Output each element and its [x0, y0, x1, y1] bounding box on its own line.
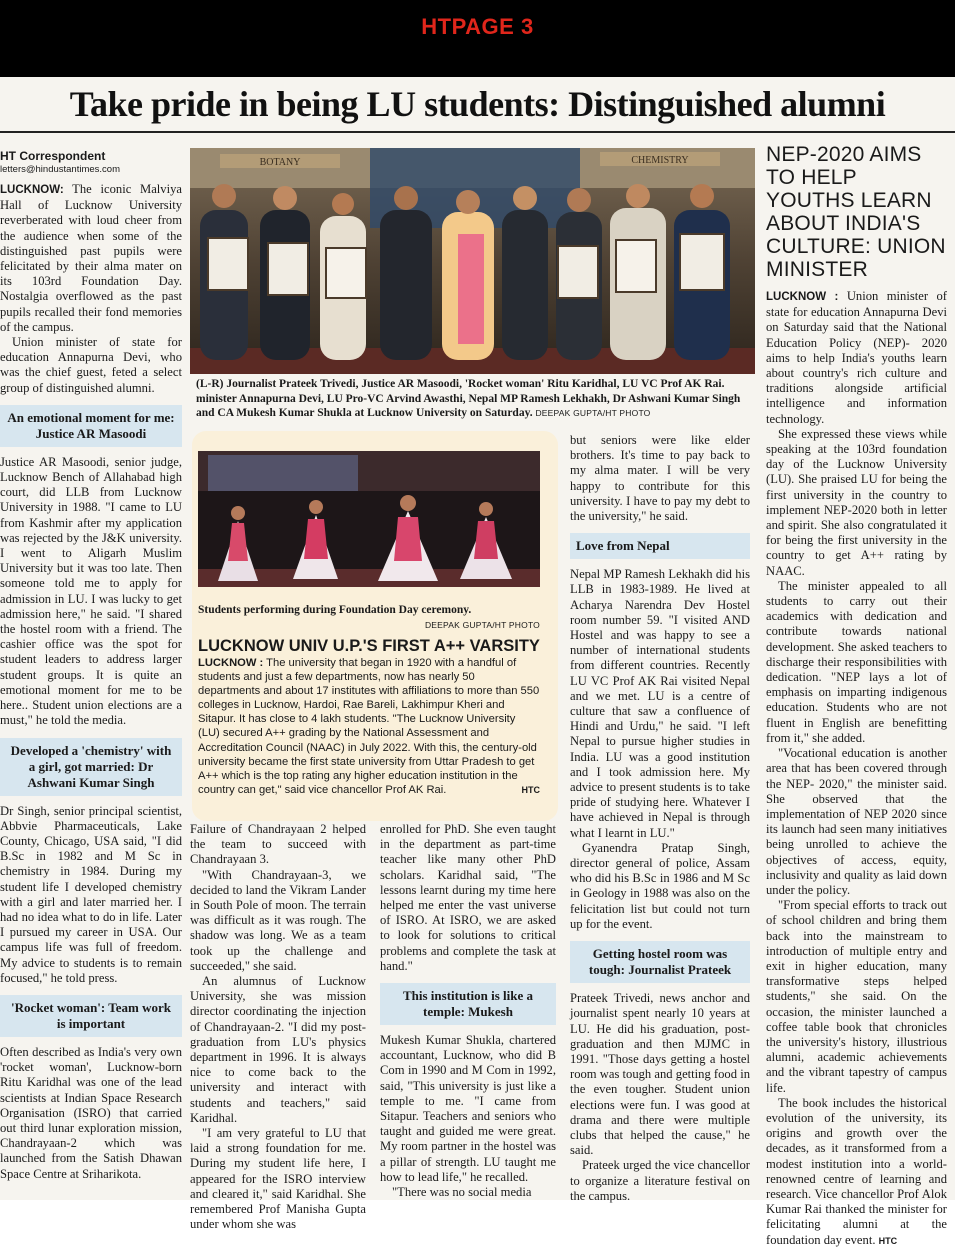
- subhead-mukesh: This institution is like a temple: Mukesh: [380, 983, 556, 1025]
- dance-photo: [198, 451, 540, 587]
- paragraph: She expressed these views while speaking at the 103rd foundation day of the Lucknow University (LU). She praised LU for being the first university in the country to implement NEP-2020 both in letter and spirit. She also congratulated it for being the first university in the country to get A++ rating by NAAC.: [766, 426, 947, 578]
- felicitated-alumni: [200, 184, 730, 360]
- paragraph: "Vocational education is another area that has been covered through the NEP- 2020," the minister said. She observed that the implementation of NEP 2020 since its launch had seen many initiatives being unrolled to achieve the objectives of access, equity, inclusivity and quality as laid down under the policy.: [766, 746, 947, 897]
- paragraph: Failure of Chandrayaan 2 helped the team to succeed with Chandrayaan 3.: [190, 822, 366, 867]
- column-2: [190, 822, 366, 1232]
- paragraph: "From special efforts to track out of school children and bring them back into the mainstream to introduction of multiple entry and exit in higher education, many transformative steps helped students," she said. On the occasion, the minister launched a coffee table book that chronicles the university's history, illustrious alumni, academic achievements and the vibrant tapestry of campus life.: [766, 898, 947, 1095]
- subhead-masoodi: An emotional moment for me: Justice AR Masoodi: [0, 405, 182, 447]
- newspaper-page: [0, 77, 955, 1247]
- subhead-karidhal: 'Rocket woman': Team work is important: [0, 995, 182, 1037]
- paragraph: enrolled for PhD. She even taught in the department as part-time teacher like many other PhD scholars. Karidhal said, "The lessons learnt during my time here helped me enter the vast universe of ISRO. At ISRO, we are asked to look for solutions to critical problems and complete the task at hand.": [380, 822, 556, 973]
- paragraph: Nepal MP Ramesh Lekhakh did his LLB in 1983-1989. He lived at Acharya Narendra Dev Hostel room number 59. "I visited AND Hostel and was happy to see a number of international students from different countries. Recently LU VC Prof AK Rai visited Nepal and we met. LU is a centre of culture that saw a confluence of Hindi and Urdu," he said. "I left Nepal to pursue higher studies in India. LU was a good institution and I took admission here. My advice to present students is to take pride of studying here. Whatever I have achieved in Nepal is through what I learnt in LU.": [570, 567, 750, 840]
- byline: HT Correspondent: [0, 149, 106, 163]
- paragraph: LUCKNOW : Union minister of state for education Annapurna Devi on Saturday said that the National Education Policy (NEP)- 2020 aims to help India's youths learn about country's rich culture and traditions alongside artificial intelligence and information technology.: [766, 289, 947, 426]
- paragraph: Union minister of state for education Annapurna Devi, who was the chief guest, feted a select group of distinguished alumni.: [0, 335, 182, 395]
- headline: Take pride in being LU students: Distinguished alumni: [69, 84, 886, 124]
- column-3: [380, 822, 556, 1200]
- top-photo-caption: (L-R) Journalist Prateek Trivedi, Justice AR Masoodi, 'Rocket woman' Ritu Karidhal, LU VC Prof AK Rai. minister Annapurna Devi, LU Pro-VC Arvind Awasthi, Nepal MP Ramesh Lekhakh, Dr Ashwani Kumar Singh and CA Mukesh Kumar Shukla at Lucknow University on Saturday. DEEPAK GUPTA/HT PHOTO: [196, 378, 741, 419]
- paragraph: The book includes the historical evolution of the university, its origins and growth over the decades, as it transformed from a modest institution into a world-renowned centre of learning and research. Vice chancellor Prof Alok Kumar Rai thanked the minister for felicitating alumni at the foundation day event. HTC: [766, 1095, 947, 1247]
- htc-tag: HTC: [878, 1235, 898, 1246]
- paragraph: Prateek Trivedi, news anchor and journalist spent nearly 10 years at LU. He did his graduation, post-graduation and then MJMC in 1991. "Those days getting a hostel room was tough and getting food in the even tougher. Student union elections were fun. I was good at drama and there were multiple clubs that helped the cause," he said.: [570, 991, 750, 1158]
- side-story-heading: NEP-2020 AIMS TO HELP YOUTHS LEARN ABOUT INDIA'S CULTURE: UNION MINISTER: [766, 143, 946, 281]
- column-4: [570, 433, 750, 1203]
- dateline: LUCKNOW:: [0, 184, 64, 196]
- paragraph: "I am very grateful to LU that laid a strong foundation for me. During my student life here, I appeared for the ISRO interview and cleared it," said Karidhal. She remembered Prof Manisha Gupta under whom she was: [190, 1126, 366, 1232]
- page-label-bar: [0, 0, 955, 77]
- headline-rule: [0, 131, 955, 133]
- paragraph: LUCKNOW: The iconic Malviya Hall of Lucknow University reverberated with loud cheer from the audience when some of the distinguished past pupils were felicitated by their alma mater on its 103rd Foundation Day. Nostalgia overflowed as the past pupils recalled their fond memories of the campus.: [0, 182, 182, 334]
- htc-tag: HTC: [521, 784, 540, 795]
- sign-botany: BOTANY: [259, 157, 301, 168]
- feature-body: LUCKNOW : The university that began in 1920 with a handful of students and just a few departments, now has nearly 50 departments and about 17 institutes with affiliations to more than 550 colleges in Lucknow, Hardoi, Rae Bareli, Lakhimpur Kheri and Sitapur. It has close to 4 lakh students. "The Lucknow University (LU) secured A++ grading by the National Assessment and Accreditation Council (NAAC) in July 2022. With this, the century-old university became the first state university from Uttar Pradesh to get A++ which is the top rating any higher education institution in the country can get," said vice chancellor Prof AK Rai. HTC: [198, 657, 540, 796]
- subhead-nepal: Love from Nepal: [570, 533, 750, 559]
- dance-photo-caption: Students performing during Foundation Day ceremony. DEEPAK GUPTA/HT PHOTO: [198, 603, 540, 632]
- column-1: [0, 149, 182, 1200]
- alumni-group-photo-image: [190, 148, 755, 374]
- paragraph: "There was no social media: [392, 1185, 532, 1200]
- page-label: HTPAGE 3: [421, 14, 534, 39]
- feature-text: [198, 631, 540, 797]
- dance-photo-image: [198, 451, 540, 587]
- paragraph: Often described as India's very own 'rocket woman', Lucknow-born Ritu Karidhal was one of the lead scientists at Indian Space Research Organisation (ISRO) that carried out third lunar exploration mission, Chandrayaan-2 which was launched from the Satish Dhawan Space Centre at Sriharikota.: [0, 1044, 182, 1181]
- column-5: [766, 143, 947, 1247]
- paragraph: Dr Singh, senior principal scientist, Abbvie Pharmaceuticals, Lake County, Chicago, USA said, "I did B.Sc in 1982 and M Sc in chemistry in 1984. During my student life I developed chemistry with a girl and later married her. I had no idea what to do in life. Later I pursued my career in USA. Our campus life was full of freedom. My advice to students is to remain focused," he told press.: [0, 803, 182, 985]
- paragraph: Prateek urged the vice chancellor to organize a literature festival on the campus.: [570, 1158, 750, 1203]
- alumni-group-photo: [190, 148, 755, 374]
- paragraph: Mukesh Kumar Shukla, chartered accountant, Lucknow, who did B Com in 1990 and M Com in 1992, said, "This university is just like a temple to me. "I came from Sitapur. Teachers and seniors who taught and guided me were great. My room partner in the hostel was a pillar of strength. LU taught me how to lead life," he recalled.: [380, 1033, 556, 1184]
- feature-box: [192, 431, 558, 821]
- sign-chemistry: CHEMISTRY: [631, 155, 689, 166]
- photo-credit: DEEPAK GUPTA/HT PHOTO: [424, 619, 540, 630]
- paragraph: "With Chandrayaan-3, we decided to land the Vikram Lander in South Pole of moon. The terrain was difficult as it was rough. The shadow was long. We as a team took up the challenge and succeeded," she said.: [190, 867, 366, 973]
- subhead-prateek: Getting hostel room was tough: Journalist Prateek: [570, 941, 750, 983]
- paragraph: Justice AR Masoodi, senior judge, Lucknow Bench of Allahabad high court, did LLB from Lucknow University in 1988. "I came to LU from Kashmir after my application was rejected by the J&K university. I went to Aligarh Muslim University but it was too late. Then someone told me to apply for admission in LU. I was lucky to get admission here," he said. "I shared the hostel room with a friend. The cashier office was the spot for student leaders to address larger student groups. It is quite an emotional moment for me to be here.. Student union elections are a must," he told the media.: [0, 454, 182, 728]
- paragraph: Gyanendra Pratap Singh, director general of police, Assam who did his B.Sc in 1986 and M Sc in Geology in 1988 was also on the felicitation list but could not turn up for the event.: [570, 840, 750, 931]
- subhead-singh: Developed a 'chemistry' with a girl, got married: Dr Ashwani Kumar Singh: [0, 738, 182, 796]
- feature-title: LUCKNOW UNIV U.P.'S FIRST A++ VARSITY: [198, 637, 540, 655]
- photo-credit: DEEPAK GUPTA/HT PHOTO: [535, 408, 651, 418]
- paragraph: but seniors were like elder brothers. It's time to pay back to my alma mater. I will be very happy to contribute for this university. I have to pay my debt to the university," he said.: [570, 433, 750, 524]
- byline-email: letters@hindustantimes.com: [0, 164, 120, 175]
- paragraph: An alumnus of Lucknow University, she was mission director coordinating the injection of Chandrayaan-2. "I did my post-graduation from LU's physics department in 1996. It is always nice to come back to the university and interact with students and teachers," said Karidhal.: [190, 974, 366, 1125]
- paragraph: The minister appealed to all students to carry out their academics with dedication and contribute towards national development. She asked teachers to discharge their responsibilities with dedication. "NEP lays a lot of emphasis on imparting indigenous education. Students who are not fluent in English are benefitting from it," she added.: [766, 578, 947, 745]
- dateline: LUCKNOW :: [766, 291, 839, 303]
